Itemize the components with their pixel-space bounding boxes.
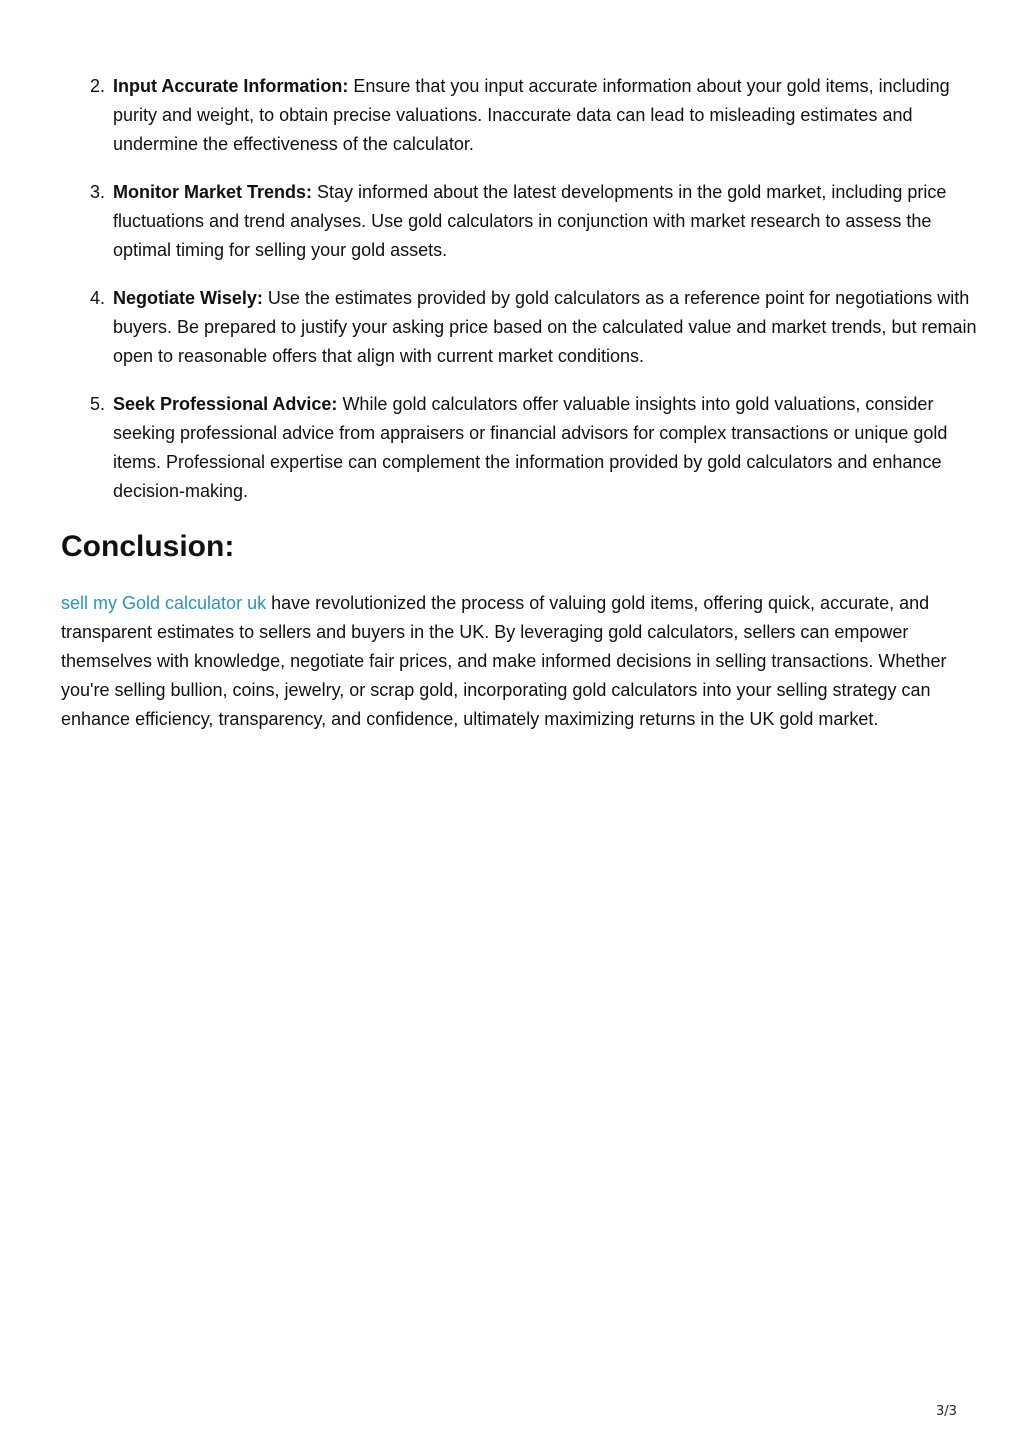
list-item-number: 4. — [90, 288, 106, 308]
list-item-text: Stay informed about the latest developments in the gold market, including price fluctuations and trend analyses. Use gold calculators in conjunction with market research to assess the optimal timing for selling your gold assets. — [113, 182, 947, 260]
list-item-number: 2. — [90, 76, 106, 96]
tips-list — [88, 72, 978, 525]
list-item-text: While gold calculators offer valuable insights into gold valuations, consider seeking professional advice from appraisers or financial advisors for complex transactions or unique gold items. Professional expertise can complement the information provided by gold calculators and enhance decision-making. — [113, 394, 948, 501]
list-item — [88, 178, 978, 265]
list-item-title: Seek Professional Advice: — [113, 394, 338, 414]
list-item-text: Use the estimates provided by gold calculators as a reference point for negotiations with buyers. Be prepared to justify your asking price based on the calculated value and market trends, but remain open to reasonable offers that align with current market conditions. — [113, 288, 977, 366]
sell-gold-calculator-link[interactable]: sell my Gold calculator uk — [61, 593, 267, 613]
list-item-number: 3. — [90, 182, 106, 202]
conclusion-body-text: have revolutionized the process of valuing gold items, offering quick, accurate, and transparent estimates to sellers and buyers in the UK. By leveraging gold calculators, sellers can empower themselves with knowledge, negotiate fair prices, and make informed decisions in selling transactions. Whether you're selling bullion, coins, jewelry, or scrap gold, incorporating gold calculators into your selling strategy can enhance efficiency, transparency, and confidence, ultimately maximizing returns in the UK gold market. — [61, 593, 947, 729]
list-item-number: 5. — [90, 394, 106, 414]
list-item-text: Ensure that you input accurate information about your gold items, including purity and weight, to obtain precise valuations. Inaccurate data can lead to misleading estimates and undermine the effectiveness of the calculator. — [113, 76, 950, 154]
list-item — [88, 72, 978, 159]
page-number: 3/3 — [936, 1404, 957, 1419]
list-item-title: Monitor Market Trends: — [113, 182, 313, 202]
list-item — [88, 390, 978, 506]
conclusion-paragraph — [61, 589, 971, 734]
conclusion-heading: Conclusion: — [61, 530, 235, 563]
list-item-title: Input Accurate Information: — [113, 76, 349, 96]
list-item — [88, 284, 978, 371]
list-item-title: Negotiate Wisely: — [113, 288, 263, 308]
